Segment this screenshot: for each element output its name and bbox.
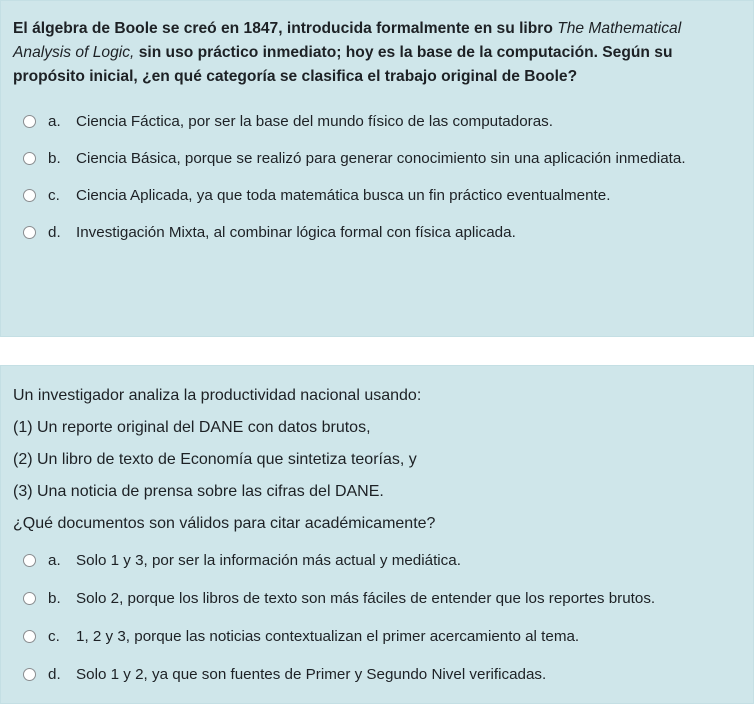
option-text: Investigación Mixta, al combinar lógica formal con física aplicada. [76, 224, 516, 241]
option-d[interactable] [13, 222, 741, 244]
book-title: The Mathematical Analysis of Logic, [13, 20, 682, 61]
answer-list [13, 111, 741, 244]
radio-button[interactable] [23, 554, 36, 567]
option-letter: a. [48, 113, 61, 130]
option-text: Ciencia Aplicada, ya que toda matemática busca un fin práctico eventualmente. [76, 187, 611, 204]
option-text: Solo 1 y 2, ya que son fuentes de Primer y Segundo Nivel verificadas. [76, 666, 547, 683]
question-card-1 [0, 0, 754, 337]
question-intro: Un investigador analiza la productividad nacional usando: [13, 387, 422, 404]
source-item-3: (3) Una noticia de prensa sobre las cifras del DANE. [13, 483, 384, 500]
option-text: Ciencia Fáctica, por ser la base del mundo físico de las computadoras. [76, 113, 553, 130]
source-item-1: (1) Un reporte original del DANE con datos brutos, [13, 419, 371, 436]
radio-button[interactable] [23, 189, 36, 202]
option-c[interactable] [13, 185, 741, 207]
radio-button[interactable] [23, 630, 36, 643]
radio-button[interactable] [23, 152, 36, 165]
question-prompt: ¿Qué documentos son válidos para citar académicamente? [13, 515, 436, 532]
radio-button[interactable] [23, 668, 36, 681]
stem-text: sin uso práctico inmediato; hoy es la base de la computación. Según su propósito inicial, ¿en qué categoría se clasifica el trabajo original de Boole? [13, 44, 673, 85]
option-letter: c. [48, 628, 60, 645]
option-letter: c. [48, 187, 60, 204]
option-d[interactable] [13, 664, 741, 686]
radio-button[interactable] [23, 115, 36, 128]
question-card-2 [0, 365, 754, 704]
answer-list [13, 550, 741, 686]
option-letter: a. [48, 552, 61, 569]
stem-text: El álgebra de Boole se creó en 1847, introducida formalmente en su libro [13, 20, 558, 37]
source-item-2: (2) Un libro de texto de Economía que sintetiza teorías, y [13, 451, 417, 468]
radio-button[interactable] [23, 226, 36, 239]
option-text: 1, 2 y 3, porque las noticias contextualizan el primer acercamiento al tema. [76, 628, 580, 645]
option-text: Ciencia Básica, porque se realizó para generar conocimiento sin una aplicación inmediata. [76, 150, 686, 167]
option-a[interactable] [13, 111, 741, 133]
option-letter: d. [48, 666, 61, 683]
option-b[interactable] [13, 148, 741, 170]
option-text: Solo 2, porque los libros de texto son más fáciles de entender que los reportes brutos. [76, 590, 656, 607]
option-letter: b. [48, 150, 61, 167]
question-stem [13, 17, 713, 89]
option-text: Solo 1 y 3, por ser la información más actual y mediática. [76, 552, 461, 569]
option-letter: b. [48, 590, 61, 607]
radio-button[interactable] [23, 592, 36, 605]
option-a[interactable] [13, 550, 741, 572]
option-letter: d. [48, 224, 61, 241]
option-c[interactable] [13, 626, 741, 648]
option-b[interactable] [13, 588, 741, 610]
